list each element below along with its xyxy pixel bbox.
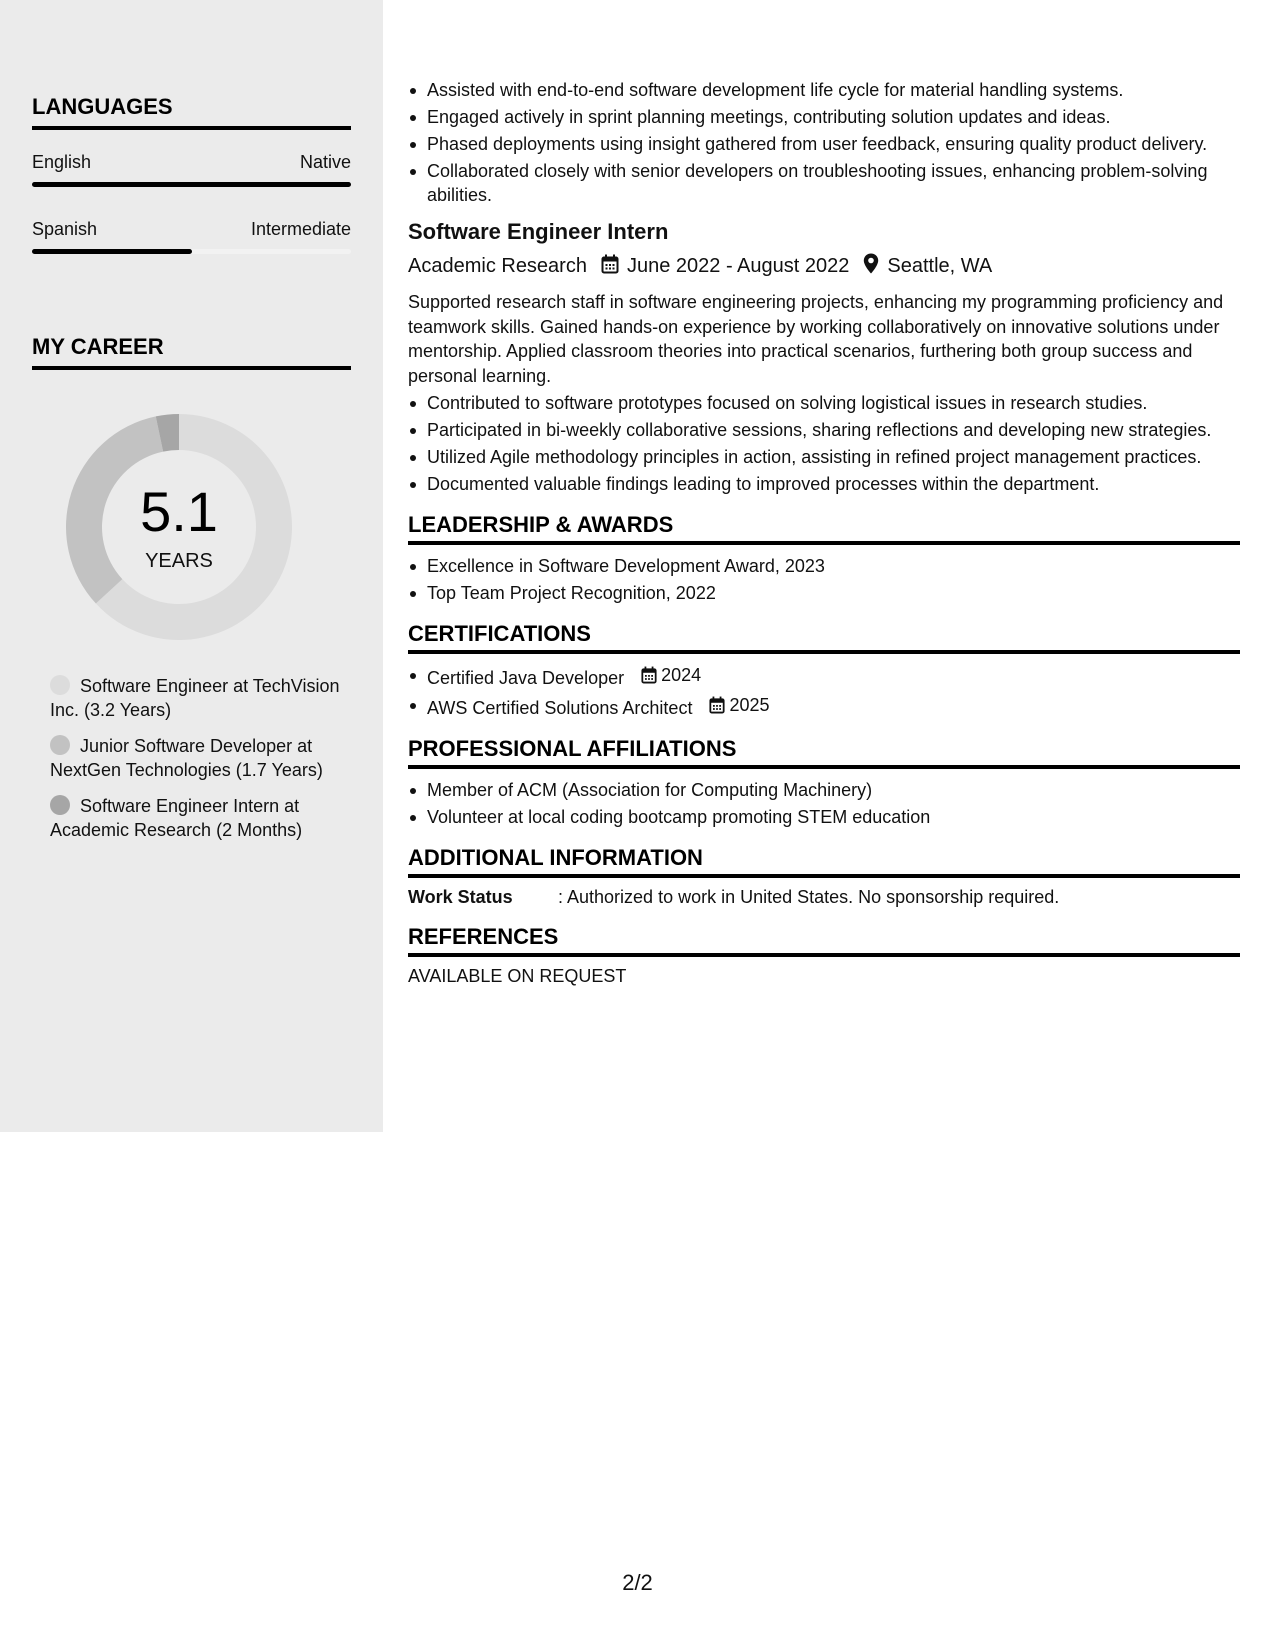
award-item: Top Team Project Recognition, 2022 <box>408 581 1240 605</box>
language-name: English <box>32 152 92 172</box>
job-dates: June 2022 - August 2022 <box>626 255 850 277</box>
calendar-icon <box>601 254 619 280</box>
bullet-item: Participated in bi-weekly collaborative sessions, sharing reflections and developing new strategies. <box>408 418 1240 442</box>
previous-job-bullets <box>408 78 1240 207</box>
references-heading: REFERENCES <box>408 924 1240 957</box>
language-bar-fill <box>32 249 192 254</box>
bullet-item: Utilized Agile methodology principles in action, assisting in refined project management practices. <box>408 445 1240 469</box>
career-legend <box>50 674 340 854</box>
main-content <box>408 78 1240 987</box>
certification-name: AWS Certified Solutions Architect <box>427 698 693 718</box>
legend-label: Junior Software Developer at NextGen Technologies (1.7 Years) <box>50 736 323 780</box>
job-meta <box>408 253 1240 280</box>
calendar-icon <box>709 696 725 714</box>
page-number: 2/2 <box>622 1570 653 1595</box>
sidebar <box>0 0 383 1132</box>
legend-item <box>50 734 340 782</box>
languages-section <box>32 94 351 254</box>
career-total-unit: YEARS <box>145 550 213 572</box>
languages-heading: LANGUAGES <box>32 94 351 130</box>
additional-info-heading: ADDITIONAL INFORMATION <box>408 845 1240 878</box>
certification-year: 2025 <box>729 695 770 715</box>
calendar-icon <box>641 666 657 684</box>
career-heading: MY CAREER <box>32 334 351 370</box>
legend-label: Software Engineer Intern at Academic Research (2 Months) <box>50 796 303 840</box>
legend-dot <box>50 675 70 695</box>
affiliations-list <box>408 778 1240 829</box>
language-item <box>32 219 351 254</box>
bullet-item: Contributed to software prototypes focused on solving logistical issues in research studies. <box>408 391 1240 415</box>
job-description: Supported research staff in software engineering projects, enhancing my programming proficiency and teamwork skills. Gained hands-on experience by working collaboratively on innovative solutions under mentorship. Applied classroom theories into practical scenarios, furthering both group success and personal learning. <box>408 292 1224 386</box>
legend-item <box>50 794 340 842</box>
language-name: Spanish <box>32 219 98 239</box>
language-level: Native <box>299 152 351 172</box>
affiliations-heading: PROFESSIONAL AFFILIATIONS <box>408 736 1240 769</box>
bullet-item: Collaborated closely with senior developers on troubleshooting issues, enhancing problem-solving abilities. <box>408 159 1240 207</box>
bullet-item: Phased deployments using insight gathered from user feedback, ensuring quality product delivery. <box>408 132 1240 156</box>
legend-label: Software Engineer at TechVision Inc. (3.2 Years) <box>50 676 340 720</box>
job-title: Software Engineer Intern <box>408 219 669 244</box>
language-bar <box>32 182 351 187</box>
location-pin-icon <box>863 253 879 280</box>
intern-bullets <box>408 391 1240 496</box>
references-text: AVAILABLE ON REQUEST <box>408 966 627 986</box>
language-bar-fill <box>32 182 351 187</box>
work-status-value: : Authorized to work in United States. No sponsorship required. <box>558 887 1060 907</box>
certifications-list <box>408 663 1240 720</box>
awards-heading: LEADERSHIP & AWARDS <box>408 512 1240 545</box>
language-item <box>32 152 351 187</box>
bullet-item: Engaged actively in sprint planning meetings, contributing solution updates and ideas. <box>408 105 1240 129</box>
language-level: Intermediate <box>250 219 351 239</box>
language-bar <box>32 249 351 254</box>
bullet-item: Documented valuable findings leading to improved processes within the department. <box>408 472 1240 496</box>
awards-list <box>408 554 1240 605</box>
career-total-value: 5.1 <box>140 480 218 543</box>
legend-dot <box>50 795 70 815</box>
legend-item <box>50 674 340 722</box>
affiliation-item: Member of ACM (Association for Computing Machinery) <box>408 778 1240 802</box>
career-section <box>32 334 351 370</box>
award-item: Excellence in Software Development Award, 2023 <box>408 554 1240 578</box>
work-status-label: Work Status <box>408 887 513 907</box>
career-donut-chart <box>66 414 292 640</box>
certification-item <box>408 663 1240 690</box>
certifications-heading: CERTIFICATIONS <box>408 621 1240 654</box>
legend-dot <box>50 735 70 755</box>
work-status-row <box>408 887 1240 908</box>
certification-year: 2024 <box>661 665 702 685</box>
job-location: Seattle, WA <box>887 255 993 277</box>
bullet-item: Assisted with end-to-end software development life cycle for material handling systems. <box>408 78 1240 102</box>
certification-name: Certified Java Developer <box>427 668 625 688</box>
affiliation-item: Volunteer at local coding bootcamp promoting STEM education <box>408 805 1240 829</box>
certification-item <box>408 693 1240 720</box>
job-company: Academic Research <box>408 255 587 277</box>
